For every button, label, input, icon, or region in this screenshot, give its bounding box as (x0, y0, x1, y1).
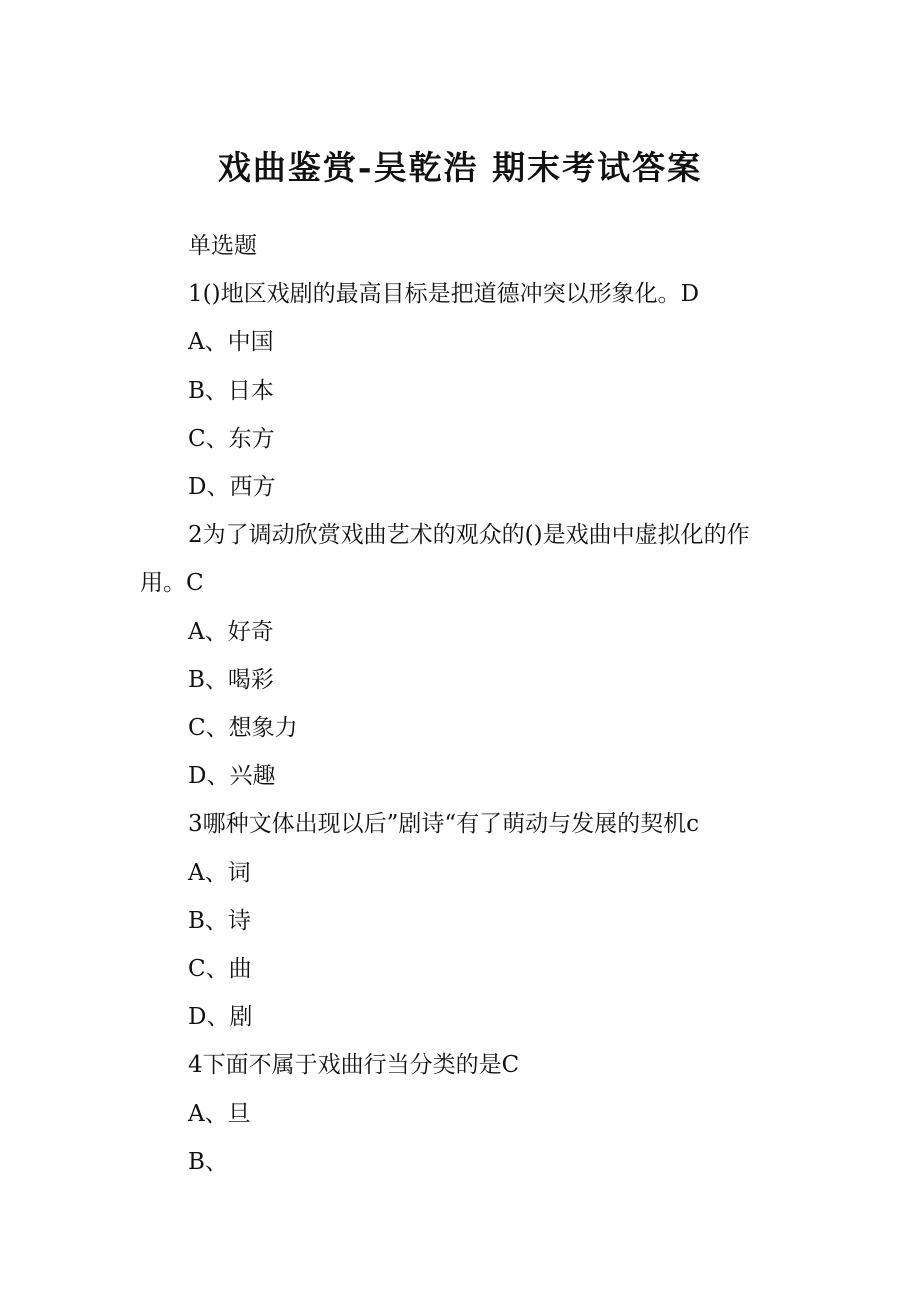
question-stem: 2为了调动欣赏戏曲艺术的观众的()是戏曲中虚拟化的作用。C (140, 522, 750, 597)
question-stem: 1()地区戏剧的最高目标是把道德冲突以形象化。D (188, 281, 700, 308)
answer-option: A、好奇 (188, 618, 274, 645)
question-stem: 4下面不属于戏曲行当分类的是C (188, 1052, 520, 1079)
answer-option: A、旦 (188, 1100, 251, 1127)
answer-option: A、中国 (188, 329, 274, 356)
answer-option: B、诗 (188, 907, 251, 934)
answer-option: B、 (188, 1148, 228, 1175)
answer-option: C、想象力 (188, 715, 298, 742)
answer-option: D、剧 (188, 1004, 253, 1031)
question-stem: 3哪种文体出现以后”剧诗“有了萌动与发展的契机c (188, 811, 700, 838)
answer-option: B、喝彩 (188, 666, 274, 693)
section-heading: 单选题 (188, 233, 257, 259)
answer-option: C、曲 (188, 956, 252, 983)
answer-option: C、东方 (188, 425, 275, 452)
page-title: 戏曲鉴赏-吴乾浩 期末考试答案 (217, 148, 703, 187)
document-body (140, 222, 790, 1186)
answer-option: B、日本 (188, 377, 274, 404)
answer-option: D、西方 (188, 474, 276, 501)
answer-option: A、词 (188, 859, 251, 886)
answer-option: D、兴趣 (188, 763, 276, 790)
